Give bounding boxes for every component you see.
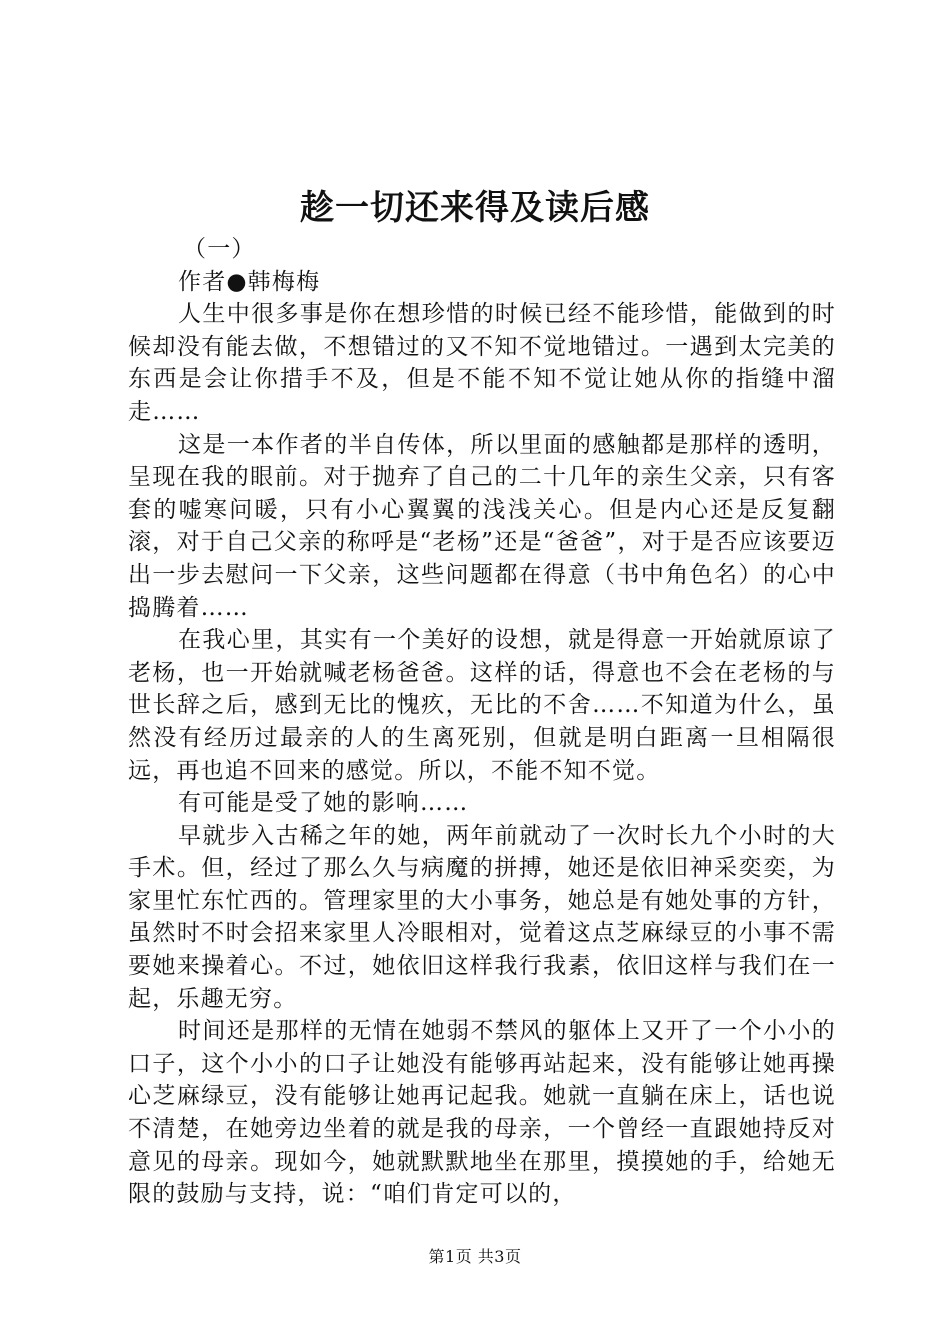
author-line: 作者●韩梅梅: [178, 268, 321, 295]
document-title: 趁一切还来得及读后感: [300, 188, 650, 228]
page-footer: 第1页 共3页: [428, 1247, 522, 1266]
section-marker: （一）: [183, 236, 256, 262]
paragraph: 人生中很多事是你在想珍惜的时候已经不能珍惜，能做到的时候却没有能去做，不想错过的又不知不觉地错过。一遇到太完美的东西是会让你措手不及，但是不能不知不觉让她从你的指缝中溜走……: [128, 301, 836, 425]
paragraph: 这是一本作者的半自传体，所以里面的感触都是那样的透明，呈现在我的眼前。对于抛弃了自己的二十几年的亲生父亲，只有客套的嘘寒问暖，只有小心翼翼的浅浅关心。但是内心还是反复翻滚，对于自己父亲的称呼是“老杨”还是“爸爸”，对于是否应该要迈出一步去慰问一下父亲，这些问题都在得意（书中角色名）的心中捣腾着……: [128, 431, 836, 621]
paragraph: 有可能是受了她的影响……: [178, 790, 469, 817]
paragraph: 时间还是那样的无情在她弱不禁风的躯体上又开了一个小小的口子，这个小小的口子让她没有能够再站起来，没有能够让她再操心芝麻绿豆，没有能够让她再记起我。她就一直躺在床上，话也说不清楚，在她旁边坐着的就是我的母亲，一个曾经一直跟她持反对意见的母亲。现如今，她就默默地坐在那里，摸摸她的手，给她无限的鼓励与支持，说：“咱们肯定可以的，: [128, 1018, 836, 1208]
paragraph: 早就步入古稀之年的她，两年前就动了一次时长九个小时的大手术。但，经过了那么久与病魔的拼搏，她还是依旧神采奕奕，为家里忙东忙西的。管理家里的大小事务，她总是有她处事的方针，虽然时不时会招来家里人冷眼相对，觉着这点芝麻绿豆的小事不需要她来操着心。不过，她依旧这样我行我素，依旧这样与我们在一起，乐趣无穷。: [128, 822, 836, 1012]
paragraph: 在我心里，其实有一个美好的设想，就是得意一开始就原谅了老杨，也一开始就喊老杨爸爸。这样的话，得意也不会在老杨的与世长辞之后，感到无比的愧疚，无比的不舍……不知道为什么，虽然没有经历过最亲的人的生离死别，但就是明白距离一旦相隔很远，再也追不回来的感觉。所以，不能不知不觉。: [128, 627, 836, 784]
document-body: [128, 233, 836, 1211]
